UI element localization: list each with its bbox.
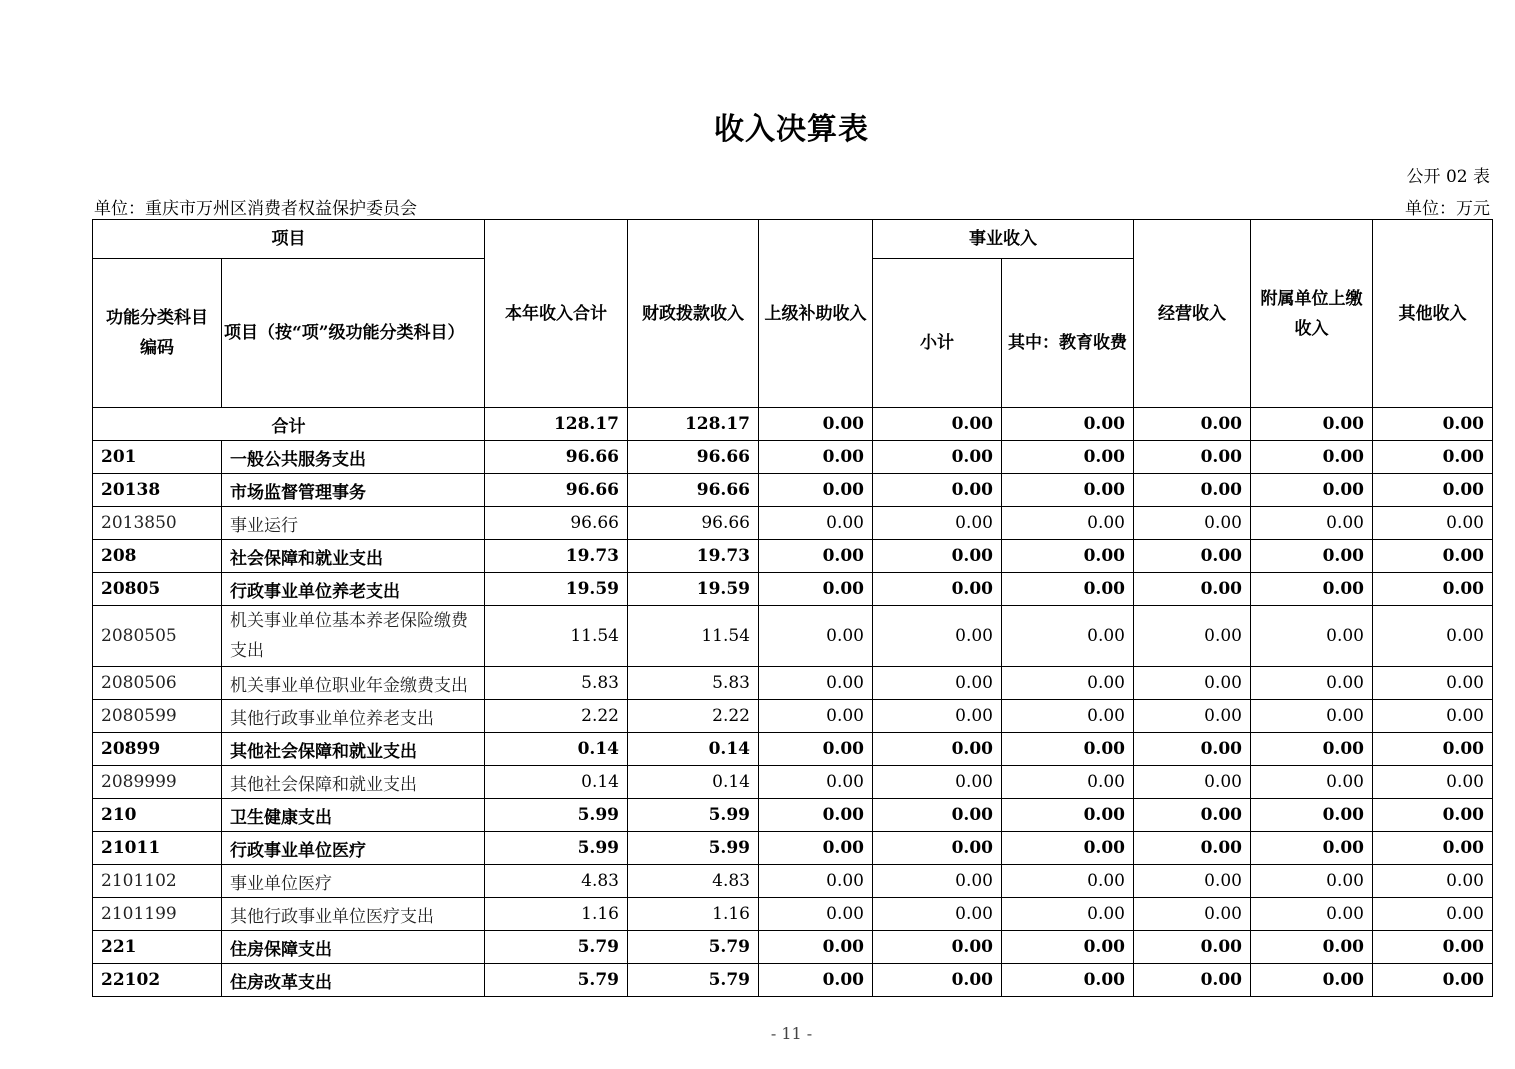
row-value: 0.00 [1373, 573, 1493, 606]
row-value: 0.00 [1002, 964, 1134, 997]
row-value: 0.00 [1002, 799, 1134, 832]
row-value: 0.00 [873, 964, 1002, 997]
total-label: 合计 [93, 408, 485, 441]
row-value: 0.00 [1002, 667, 1134, 700]
table-row [93, 931, 1493, 964]
row-value: 0.00 [1251, 964, 1373, 997]
row-value: 0.00 [759, 540, 873, 573]
row-value: 0.00 [1002, 865, 1134, 898]
row-value: 11.54 [628, 606, 759, 667]
row-name: 一般公共服务支出 [222, 441, 485, 474]
row-value: 0.00 [873, 441, 1002, 474]
table-row [93, 667, 1493, 700]
row-value: 0.00 [759, 898, 873, 931]
row-value: 0.00 [1134, 667, 1251, 700]
row-value: 0.00 [873, 799, 1002, 832]
row-code: 2101102 [93, 865, 222, 898]
row-name: 卫生健康支出 [222, 799, 485, 832]
header-business-income: 事业收入 [873, 220, 1134, 259]
row-value: 0.00 [873, 766, 1002, 799]
row-code: 2080505 [93, 606, 222, 667]
row-value: 19.73 [628, 540, 759, 573]
row-code: 2089999 [93, 766, 222, 799]
row-value: 0.00 [1373, 766, 1493, 799]
row-value: 0.00 [1002, 766, 1134, 799]
table-row [93, 832, 1493, 865]
row-value: 5.79 [628, 931, 759, 964]
reporting-unit: 单位：重庆市万州区消费者权益保护委员会 [94, 199, 417, 219]
row-code: 22102 [93, 964, 222, 997]
header-item-name: 项目（按“项”级功能分类科目） [222, 259, 485, 408]
row-name: 市场监督管理事务 [222, 474, 485, 507]
row-value: 0.00 [1251, 667, 1373, 700]
row-value: 96.66 [485, 441, 628, 474]
row-value: 11.54 [485, 606, 628, 667]
row-value: 0.00 [1373, 700, 1493, 733]
row-value: 0.00 [1251, 898, 1373, 931]
row-value: 19.59 [628, 573, 759, 606]
row-name: 其他社会保障和就业支出 [222, 766, 485, 799]
currency-unit: 单位：万元 [1405, 199, 1490, 219]
row-value: 0.00 [873, 573, 1002, 606]
row-value: 1.16 [485, 898, 628, 931]
table-row [93, 540, 1493, 573]
row-value: 0.00 [1373, 898, 1493, 931]
row-value: 0.14 [628, 766, 759, 799]
row-value: 19.73 [485, 540, 628, 573]
row-value: 0.00 [1002, 931, 1134, 964]
table-row [93, 441, 1493, 474]
row-value: 0.00 [1134, 441, 1251, 474]
row-value: 0.00 [1134, 799, 1251, 832]
row-value: 0.00 [1134, 507, 1251, 540]
row-value: 0.00 [1373, 799, 1493, 832]
row-code: 20805 [93, 573, 222, 606]
row-value: 0.00 [759, 474, 873, 507]
header-affiliate-income: 附属单位上缴收入 [1251, 220, 1373, 408]
row-value: 96.66 [485, 474, 628, 507]
row-value: 0.00 [759, 733, 873, 766]
row-value: 5.99 [485, 799, 628, 832]
row-value: 0.00 [1002, 832, 1134, 865]
table-row [93, 865, 1493, 898]
header-education-fee: 其中：教育收费 [1002, 259, 1134, 408]
income-table [92, 219, 1493, 997]
row-value: 96.66 [628, 474, 759, 507]
row-code: 2101199 [93, 898, 222, 931]
row-value: 0.00 [1002, 441, 1134, 474]
row-code: 201 [93, 441, 222, 474]
table-row [93, 474, 1493, 507]
row-name: 住房保障支出 [222, 931, 485, 964]
table-row [93, 766, 1493, 799]
row-code: 2080599 [93, 700, 222, 733]
row-value: 0.00 [1251, 931, 1373, 964]
row-value: 0.00 [1134, 573, 1251, 606]
row-value: 0.00 [1134, 733, 1251, 766]
row-value: 0.00 [759, 507, 873, 540]
row-name: 住房改革支出 [222, 964, 485, 997]
row-value: 0.00 [1373, 964, 1493, 997]
row-value: 0.00 [759, 766, 873, 799]
row-value: 0.00 [873, 606, 1002, 667]
row-code: 21011 [93, 832, 222, 865]
row-name: 其他行政事业单位医疗支出 [222, 898, 485, 931]
row-value: 0.00 [873, 898, 1002, 931]
row-name: 社会保障和就业支出 [222, 540, 485, 573]
row-value: 0.00 [873, 832, 1002, 865]
row-name: 行政事业单位养老支出 [222, 573, 485, 606]
row-value: 0.00 [759, 865, 873, 898]
row-code: 208 [93, 540, 222, 573]
row-value: 0.00 [1373, 832, 1493, 865]
table-row [93, 964, 1493, 997]
row-value: 0.00 [1373, 540, 1493, 573]
total-value: 0.00 [1373, 408, 1493, 441]
row-value: 0.00 [1134, 964, 1251, 997]
row-value: 0.00 [1251, 474, 1373, 507]
header-total-income: 本年收入合计 [485, 220, 628, 408]
row-name: 机关事业单位职业年金缴费支出 [222, 667, 485, 700]
row-code: 20138 [93, 474, 222, 507]
header-func-code: 功能分类科目编码 [93, 259, 222, 408]
row-value: 96.66 [485, 507, 628, 540]
row-value: 0.00 [759, 606, 873, 667]
row-value: 0.00 [873, 474, 1002, 507]
total-value: 0.00 [873, 408, 1002, 441]
row-name: 行政事业单位医疗 [222, 832, 485, 865]
table-row [93, 573, 1493, 606]
row-value: 0.00 [873, 507, 1002, 540]
table-row [93, 700, 1493, 733]
row-value: 5.79 [485, 931, 628, 964]
total-value: 0.00 [759, 408, 873, 441]
row-value: 0.00 [759, 667, 873, 700]
row-name: 事业运行 [222, 507, 485, 540]
row-value: 0.00 [873, 540, 1002, 573]
row-value: 0.00 [1373, 606, 1493, 667]
row-value: 0.14 [485, 733, 628, 766]
table-row [93, 606, 1493, 667]
total-value: 128.17 [485, 408, 628, 441]
row-value: 0.00 [1373, 865, 1493, 898]
table-row [93, 733, 1493, 766]
row-name: 其他行政事业单位养老支出 [222, 700, 485, 733]
row-value: 0.00 [873, 667, 1002, 700]
row-value: 0.00 [1134, 832, 1251, 865]
row-name: 机关事业单位基本养老保险缴费支出 [222, 606, 485, 667]
row-value: 0.00 [1251, 799, 1373, 832]
row-value: 0.00 [1251, 733, 1373, 766]
row-value: 0.00 [1134, 700, 1251, 733]
row-value: 2.22 [628, 700, 759, 733]
row-value: 0.00 [1251, 573, 1373, 606]
row-value: 0.00 [1134, 540, 1251, 573]
row-name: 事业单位医疗 [222, 865, 485, 898]
row-code: 221 [93, 931, 222, 964]
row-value: 5.79 [628, 964, 759, 997]
header-superior-subsidy: 上级补助收入 [759, 220, 873, 408]
row-value: 0.00 [759, 931, 873, 964]
table-row [93, 507, 1493, 540]
row-value: 0.00 [873, 931, 1002, 964]
table-row [93, 898, 1493, 931]
header-operating-income: 经营收入 [1134, 220, 1251, 408]
row-code: 210 [93, 799, 222, 832]
header-other-income: 其他收入 [1373, 220, 1493, 408]
row-value: 0.00 [1002, 474, 1134, 507]
row-value: 0.14 [485, 766, 628, 799]
row-value: 0.00 [1251, 865, 1373, 898]
row-value: 0.00 [1002, 898, 1134, 931]
row-value: 0.00 [1002, 507, 1134, 540]
row-name: 其他社会保障和就业支出 [222, 733, 485, 766]
row-value: 4.83 [628, 865, 759, 898]
row-value: 5.79 [485, 964, 628, 997]
row-value: 0.00 [759, 573, 873, 606]
row-value: 0.00 [1134, 474, 1251, 507]
row-value: 0.14 [628, 733, 759, 766]
header-fiscal: 财政拨款收入 [628, 220, 759, 408]
row-value: 0.00 [1134, 766, 1251, 799]
row-value: 0.00 [759, 441, 873, 474]
row-value: 0.00 [1134, 865, 1251, 898]
row-value: 0.00 [1251, 766, 1373, 799]
row-value: 0.00 [1002, 573, 1134, 606]
row-value: 5.83 [628, 667, 759, 700]
total-value: 0.00 [1134, 408, 1251, 441]
page-title: 收入决算表 [714, 112, 869, 147]
row-value: 5.99 [485, 832, 628, 865]
row-value: 0.00 [1134, 931, 1251, 964]
row-value: 96.66 [628, 441, 759, 474]
row-value: 0.00 [1373, 507, 1493, 540]
row-value: 0.00 [1373, 474, 1493, 507]
row-value: 4.83 [485, 865, 628, 898]
total-value: 128.17 [628, 408, 759, 441]
row-value: 19.59 [485, 573, 628, 606]
row-value: 1.16 [628, 898, 759, 931]
row-value: 5.99 [628, 799, 759, 832]
row-value: 0.00 [1373, 931, 1493, 964]
row-value: 0.00 [1251, 832, 1373, 865]
row-code: 20899 [93, 733, 222, 766]
form-number: 公开 02 表 [1406, 167, 1490, 187]
row-value: 0.00 [1002, 606, 1134, 667]
total-value: 0.00 [1002, 408, 1134, 441]
row-value: 0.00 [873, 733, 1002, 766]
row-value: 0.00 [1251, 507, 1373, 540]
total-row [93, 408, 1493, 441]
row-value: 2.22 [485, 700, 628, 733]
row-value: 0.00 [759, 964, 873, 997]
header-subtotal: 小计 [873, 259, 1002, 408]
page-number: - 11 - [770, 1024, 813, 1043]
header-project: 项目 [93, 220, 485, 259]
row-value: 0.00 [759, 832, 873, 865]
row-code: 2013850 [93, 507, 222, 540]
row-value: 5.99 [628, 832, 759, 865]
row-value: 0.00 [1134, 606, 1251, 667]
row-value: 0.00 [759, 799, 873, 832]
row-value: 0.00 [1251, 700, 1373, 733]
row-value: 0.00 [1002, 733, 1134, 766]
row-value: 0.00 [873, 700, 1002, 733]
row-value: 5.83 [485, 667, 628, 700]
row-code: 2080506 [93, 667, 222, 700]
row-value: 0.00 [1373, 441, 1493, 474]
row-value: 96.66 [628, 507, 759, 540]
table-row [93, 799, 1493, 832]
row-value: 0.00 [1373, 667, 1493, 700]
total-value: 0.00 [1251, 408, 1373, 441]
row-value: 0.00 [1251, 606, 1373, 667]
row-value: 0.00 [1373, 733, 1493, 766]
row-value: 0.00 [759, 700, 873, 733]
row-value: 0.00 [1002, 700, 1134, 733]
row-value: 0.00 [1251, 540, 1373, 573]
row-value: 0.00 [1134, 898, 1251, 931]
row-value: 0.00 [1251, 441, 1373, 474]
row-value: 0.00 [873, 865, 1002, 898]
row-value: 0.00 [1002, 540, 1134, 573]
